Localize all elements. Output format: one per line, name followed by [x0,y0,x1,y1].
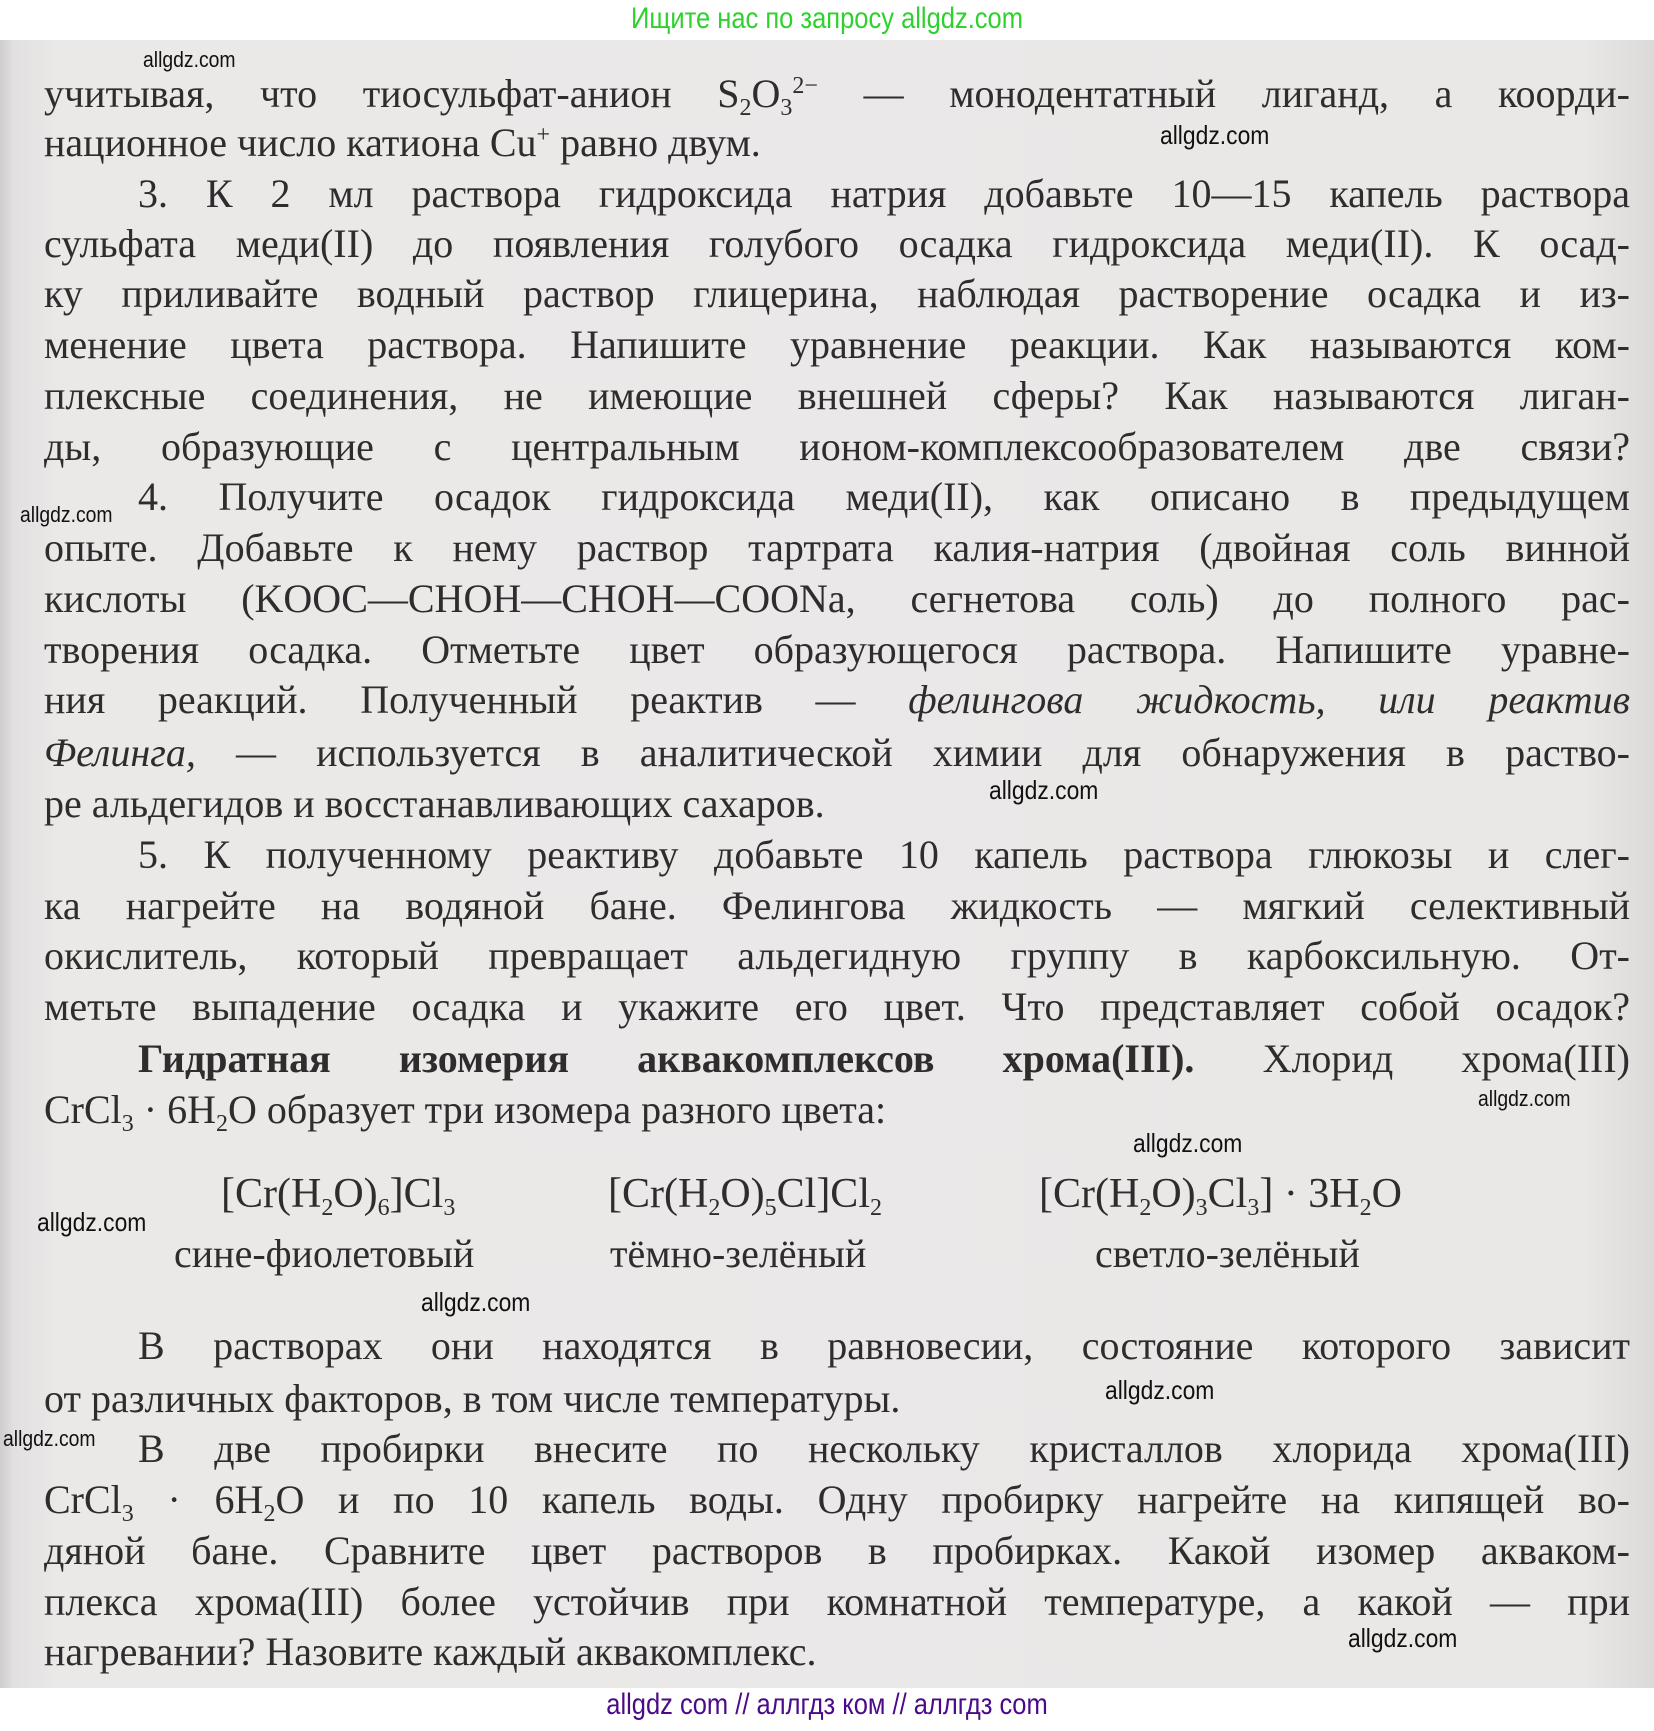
text-segment: 3 [780,95,793,121]
text-segment: CrCl [44,1087,122,1132]
text-segment: 2 [216,1111,229,1137]
text-segment: 3 [121,1501,134,1527]
text-line [44,779,1630,829]
text-line [44,1085,1630,1135]
text-segment: национное число катиона Cu [44,120,537,165]
watermark: allgdz.com [1348,1623,1458,1653]
text-segment: дяной бане. Сравните цвет растворов в пробирках. Какой изомер аквaком- [44,1528,1630,1573]
text-line [138,472,1630,522]
text-segment: [Cr(H [1039,1171,1140,1217]
text-segment: опыте. Добавьте к нему раствор тартрата калия-натрия (двойная соль винной [44,525,1630,570]
text-line [44,320,1630,370]
text-line [44,422,1630,472]
text-line [138,830,1630,880]
text-line [44,269,1630,319]
text-segment: равно двум. [550,120,761,165]
text-segment: · 6H [133,1477,264,1522]
text-segment: ре альдегидов и восстанавливающих сахаров. [44,781,825,826]
text-segment: сульфата меди(II) до появления голубого осадка гидроксида меди(II). К осад- [44,221,1630,266]
watermark: allgdz.com [143,47,236,72]
text-line [138,1034,1630,1084]
text-segment: от различных факторов, в том числе температуры. [44,1376,901,1421]
text-line [44,219,1630,269]
text-line [44,728,1630,778]
isomer-formula [221,1170,456,1221]
text-segment: O [1371,1171,1402,1217]
watermark: allgdz.com [1133,1128,1243,1158]
text-segment: O и по 10 капель воды. Одну пробирку нагрейте на кипящей во- [275,1477,1630,1522]
text-segment: В растворах они находятся в равновесии, состояние которого зависит [138,1323,1630,1368]
top-banner[interactable]: Ищите нас по запросу allgdz.com [631,2,1023,35]
text-segment: метьте выпадение осадка и укажите его цвет. Что представляет собой осадок? [44,984,1630,1029]
text-segment: фелингова жидкость, или реактив [908,677,1630,722]
text-segment: ку приливайте водный раствор глицерина, наблюдая растворение осадка и из- [44,271,1630,316]
text-segment: O образует три изомера разного цвета: [228,1087,887,1132]
text-segment: ния реакций. Полученный реактив — [44,677,909,722]
watermark: allgdz.com [20,502,113,527]
text-segment: В две пробирки внесите по нескольку кристаллов хлорида хрома(III) [138,1426,1630,1471]
text-segment: 2 [321,1195,334,1221]
watermark: allgdz.com [989,775,1099,805]
watermark: allgdz.com [1478,1086,1571,1111]
text-segment: ]Cl [389,1171,444,1217]
isomer-color: сине-фиолетовый [174,1231,475,1276]
text-segment: 2− [792,73,818,99]
text-segment: 2 [263,1501,276,1527]
text-segment: [Cr(H [608,1171,709,1217]
text-segment: Гидратная изомерия аквакомплексов хрома(III). [138,1036,1195,1081]
text-segment: CrCl [44,1477,122,1522]
text-segment: 2 [708,1195,721,1221]
watermark: allgdz.com [1160,120,1270,150]
text-segment: Cl [1207,1171,1248,1217]
text-segment: O [751,71,781,116]
text-segment: + [536,122,551,148]
watermark: allgdz.com [1105,1375,1215,1405]
text-line [44,1475,1630,1525]
text-segment: 2 [1139,1195,1152,1221]
text-segment: O) [333,1171,378,1217]
text-segment: 3 [443,1195,456,1221]
text-line [138,1424,1630,1474]
text-line [138,169,1630,219]
text-segment: Cl]Cl [776,1171,870,1217]
text-line [44,881,1630,931]
isomer-formula [1039,1170,1402,1221]
text-segment: учитывая, что тиосульфат-анион S [44,71,740,116]
text-line [44,982,1630,1032]
text-line [44,118,1630,168]
text-segment: ка нагрейте на водяной бане. Фелингова жидкость — мягкий селективный [44,883,1630,928]
bottom-banner[interactable]: allgdz com // аллгдз ком // аллгдз com [606,1688,1048,1721]
text-line [44,931,1630,981]
text-segment: [Cr(H [221,1171,322,1217]
text-segment: 2 [1359,1195,1372,1221]
watermark: allgdz.com [421,1287,531,1317]
text-segment: 6 [377,1195,390,1221]
text-segment: O) [1151,1171,1196,1217]
text-segment: 3 [1195,1195,1208,1221]
text-segment: ды, образующие с центральным ионом-комплексообразователем две связи? [44,424,1630,469]
text-segment: 2 [739,95,752,121]
text-segment: менение цвета раствора. Напишите уравнение реакции. Как называются ком- [44,322,1630,367]
text-line [44,523,1630,573]
text-segment: — монодентатный лиганд, а коорди- [817,71,1630,116]
text-segment: 5. К полученному реактиву добавьте 10 капель раствора глюкозы и слег- [138,832,1630,877]
text-segment: Фелинга, [44,730,196,775]
text-line [44,371,1630,421]
text-line [44,675,1630,725]
watermark: allgdz.com [37,1207,147,1237]
text-line [44,625,1630,675]
text-segment: 3. К 2 мл раствора гидроксида натрия добавьте 10—15 капель раствора [138,171,1630,216]
text-line [44,1577,1630,1627]
text-segment: 4. Получите осадок гидроксида меди(II), как описано в предыдущем [138,474,1630,519]
text-segment: Хлорид хрома(III) [1194,1036,1630,1081]
text-segment: плексные соединения, не имеющие внешней сферы? Как называются лиган- [44,373,1630,418]
text-segment: плекса хрома(III) более устойчив при комнатной температуре, а какой — при [44,1579,1630,1624]
text-segment: окислитель, который превращает альдегидную группу в карбоксильную. От- [44,933,1630,978]
text-segment: ] · 3H [1259,1171,1360,1217]
text-segment: нагревании? Назовите каждый аквакомплекс. [44,1629,817,1674]
text-segment: 3 [1247,1195,1260,1221]
isomer-color: тёмно-зелёный [610,1231,867,1276]
text-segment: кислоты (KOOC—CHOH—CHOH—COONa, сегнетова соль) до полного рас- [44,576,1630,621]
text-line [44,1526,1630,1576]
isomer-color: светло-зелёный [1095,1231,1360,1276]
text-segment: O) [720,1171,765,1217]
textbook-page [0,40,1654,1688]
isomer-formula [608,1170,882,1221]
text-segment: 3 [121,1111,134,1137]
text-line [44,574,1630,624]
text-line [44,1374,1630,1424]
text-line [138,1321,1630,1371]
text-segment: · 6H [133,1087,217,1132]
watermark: allgdz.com [3,1426,96,1451]
text-segment: — используется в аналитической химии для обнаружения в раство- [195,730,1630,775]
text-segment: творения осадка. Отметьте цвет образующегося раствора. Напишите уравне- [44,627,1630,672]
text-line [44,69,1630,119]
text-segment: 5 [764,1195,777,1221]
text-segment: 2 [870,1195,882,1221]
